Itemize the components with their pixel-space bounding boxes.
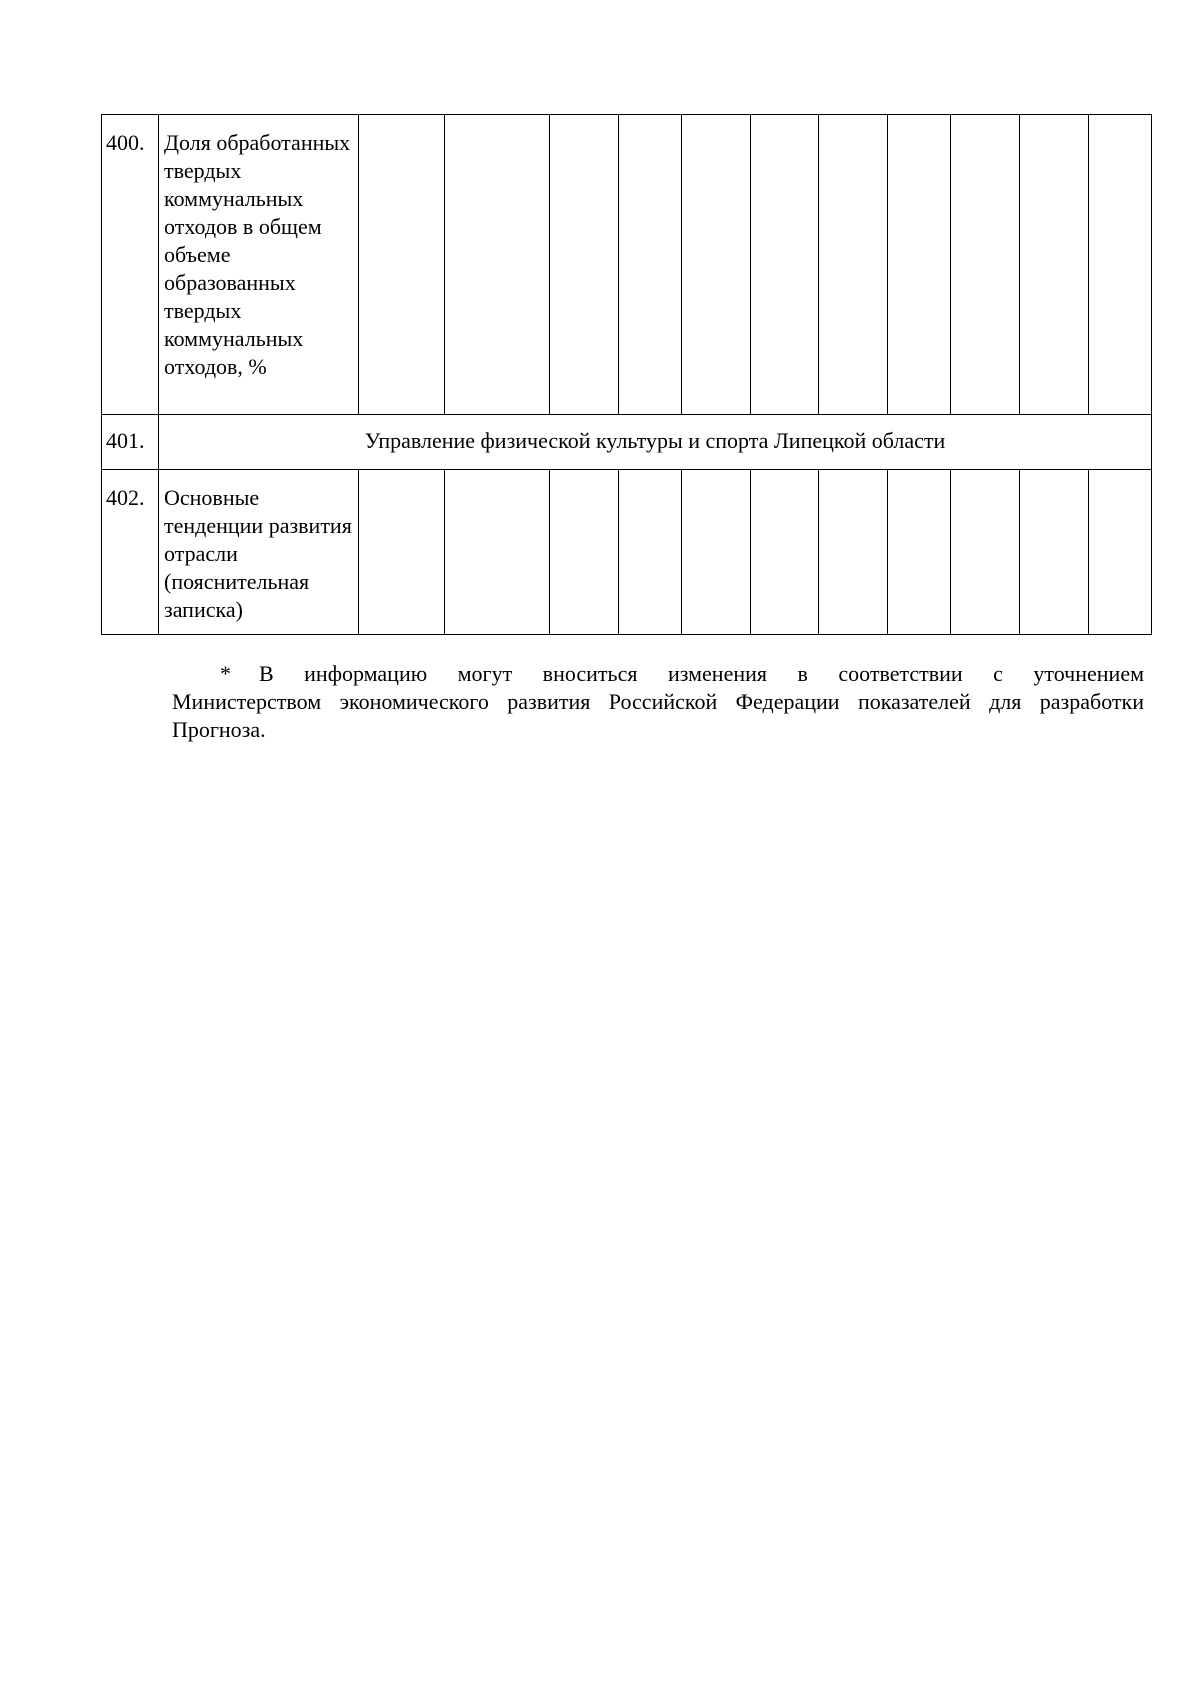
table-row	[102, 470, 1152, 635]
footnote-first-line	[172, 660, 1144, 688]
table-row	[102, 415, 1152, 470]
value-cell	[1089, 470, 1152, 635]
value-cell	[1089, 115, 1152, 415]
footnote	[172, 660, 1144, 744]
value-cell	[445, 115, 550, 415]
value-cell	[888, 470, 951, 635]
table-row	[102, 115, 1152, 415]
value-cell	[682, 115, 751, 415]
value-cell	[888, 115, 951, 415]
value-cell	[1020, 115, 1089, 415]
section-title: Управление физической культуры и спорта Липецкой области	[159, 415, 1152, 470]
footnote-rest: Министерством экономического развития Российской Федерации показателей для разработки Прогноза.	[172, 689, 1144, 742]
row-number: 400.	[102, 115, 159, 415]
value-cell	[819, 115, 888, 415]
value-cell	[550, 470, 619, 635]
value-cell	[682, 470, 751, 635]
row-number: 401.	[102, 415, 159, 470]
value-cell	[550, 115, 619, 415]
indicators-table	[101, 114, 1152, 635]
value-cell	[359, 470, 445, 635]
value-cell	[951, 115, 1020, 415]
value-cell	[619, 470, 682, 635]
value-cell	[619, 115, 682, 415]
value-cell	[359, 115, 445, 415]
indicator-name: Основные тенденции развития отрасли (пояснительная записка)	[159, 470, 359, 635]
value-cell	[445, 470, 550, 635]
value-cell	[751, 115, 819, 415]
value-cell	[819, 470, 888, 635]
indicator-name: Доля обработанных твердых коммунальных отходов в общем объеме образованных твердых коммунальных отходов, %	[159, 115, 359, 415]
value-cell	[1020, 470, 1089, 635]
row-number: 402.	[102, 470, 159, 635]
footnote-line1: В информацию могут вноситься изменения в соответствии с уточнением	[259, 661, 1144, 686]
value-cell	[751, 470, 819, 635]
footnote-marker: *	[220, 661, 231, 686]
value-cell	[951, 470, 1020, 635]
